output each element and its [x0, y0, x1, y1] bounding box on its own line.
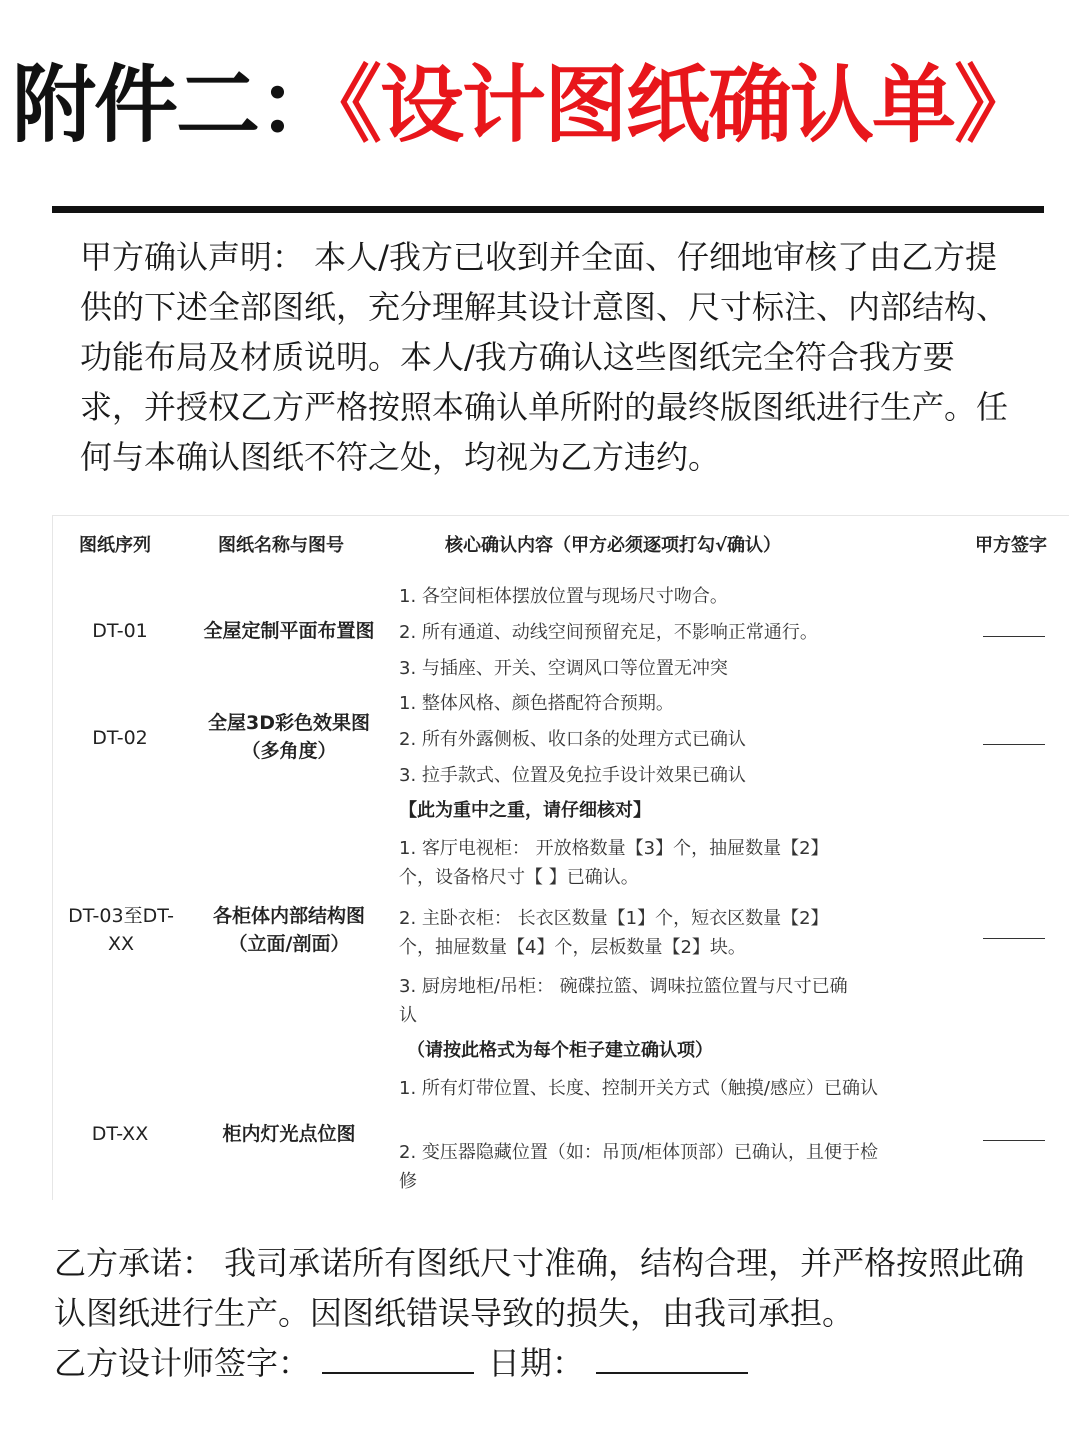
party-b-promise: 乙方承诺： 我司承诺所有图纸尺寸准确，结构合理，并严格按照此确认图纸进行生产。因图纸错误导致的损失，由我司承担。 [54, 1244, 1025, 1332]
drawing-confirmation-table [52, 515, 1069, 1200]
row-4-item-2: 2. 变压器隐藏位置（如：吊顶/柜体顶部）已确认，且便于检修 [399, 1142, 878, 1192]
header-core: 核心确认内容（甲方必须逐项打勾√确认） [445, 535, 782, 556]
row-4-name: 柜内灯光点位图 [222, 1123, 356, 1145]
page-title [12, 50, 1080, 160]
title-divider [52, 206, 1044, 213]
designer-sign-row [54, 1338, 762, 1388]
row-4-item-1: 1. 所有灯带位置、长度、控制开关方式（触摸/感应）已确认 [399, 1078, 878, 1099]
designer-signature-blank[interactable] [322, 1372, 474, 1374]
row-3-footnote: （请按此格式为每个柜子建立确认项） [407, 1040, 713, 1061]
row-1-item-2: 2. 所有通道、动线空间预留充足，不影响正常通行。 [399, 622, 818, 643]
title-document-name: 《设计图纸确认单》 [340, 56, 1037, 154]
row-4-seq: DT-XX [91, 1123, 149, 1145]
row-2-seq: DT-02 [92, 727, 148, 749]
row-1-item-1: 1. 各空间柜体摆放位置与现场尺寸吻合。 [399, 586, 728, 607]
row-2-name: 全屋3D彩色效果图（多角度） [208, 712, 370, 762]
header-name: 图纸名称与图号 [218, 535, 344, 556]
row-3-item-1: 1. 客厅电视柜： 开放格数量【3】个，抽屉数量【2】个，设备格尺寸【 】已确认。 [399, 838, 829, 888]
row-3-name: 各柜体内部结构图（立面/剖面） [212, 905, 365, 955]
row-3-seq: DT-03至DT-XX [68, 905, 174, 955]
row-1-seq: DT-01 [92, 620, 148, 642]
row-3-item-3: 3. 厨房地柜/吊柜： 碗碟拉篮、调味拉篮位置与尺寸已确认 [399, 976, 848, 1026]
row-3-signature-line[interactable] [983, 938, 1045, 939]
date-blank[interactable] [596, 1372, 748, 1374]
row-3-item-2: 2. 主卧衣柜： 长衣区数量【1】个，短衣区数量【2】个，抽屉数量【4】个，层板数量【2】块。 [399, 908, 829, 958]
row-3-note: 【此为重中之重，请仔细核对】 [399, 800, 651, 821]
row-1-name: 全屋定制平面布置图 [203, 620, 375, 642]
row-2-item-3: 3. 拉手款式、位置及免拉手设计效果已确认 [399, 765, 746, 786]
header-seq: 图纸序列 [79, 535, 151, 556]
row-1-item-3: 3. 与插座、开关、空调风口等位置无冲突 [399, 658, 728, 679]
party-a-statement: 甲方确认声明： 本人/我方已收到并全面、仔细地审核了由乙方提供的下述全部图纸，充分理解其设计意图、尺寸标注、内部结构、功能布局及材质说明。本人/我方确认这些图纸完全符合我方要求，并授权乙方严格按照本确认单所附的最终版图纸进行生产。任何与本确认图纸不符之处，均视为乙方违约。 [80, 238, 1009, 476]
row-2-item-1: 1. 整体风格、颜色搭配符合预期。 [399, 693, 674, 714]
designer-sign-label: 乙方设计师签字： [54, 1344, 311, 1382]
row-2-item-2: 2. 所有外露侧板、收口条的处理方式已确认 [399, 729, 746, 750]
row-1-signature-line[interactable] [983, 636, 1045, 637]
title-prefix: 附件二： [12, 56, 341, 154]
date-label: 日期： [488, 1344, 585, 1382]
row-2-signature-line[interactable] [983, 744, 1045, 745]
header-sign: 甲方签字 [975, 535, 1047, 556]
row-4-signature-line[interactable] [983, 1140, 1045, 1141]
